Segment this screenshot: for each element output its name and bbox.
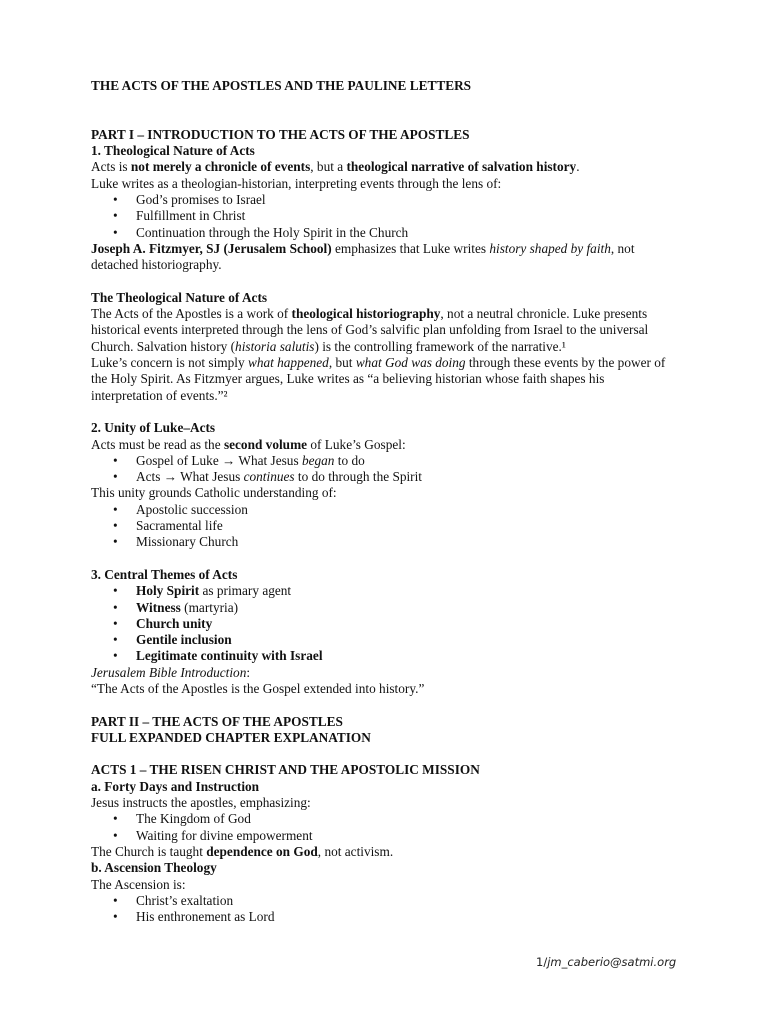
page-number: 1 [536, 955, 544, 969]
subsection-heading-ascension: b. Ascension Theology [91, 860, 217, 876]
bullet-icon: • [113, 632, 118, 648]
italic-text: history shaped by faith [489, 240, 611, 256]
list-item [91, 811, 681, 827]
list-item [91, 208, 681, 224]
list-item [91, 534, 681, 550]
bullet-icon: • [113, 909, 118, 925]
italic-text: what happened [247, 355, 329, 371]
text-run: : [246, 664, 251, 680]
list-item-text: Apostolic succession [136, 501, 248, 517]
bullet-icon: • [113, 615, 118, 631]
list-item-text: Continuation through the Holy Spirit in the Church [136, 224, 409, 240]
text-run: emphasizes that Luke writes [331, 240, 490, 256]
list-item-text: Missionary Church [136, 534, 239, 550]
paragraph [91, 355, 671, 404]
text-run: The Acts of the Apostles is a work of [91, 306, 292, 322]
bold-text: theological narrative of salvation history [346, 159, 577, 175]
paragraph: Jesus instructs the apostles, emphasizing: [91, 795, 311, 811]
list-item [91, 616, 681, 632]
paragraph: This unity grounds Catholic understanding of: [91, 485, 337, 501]
text-run: , but [328, 355, 356, 371]
text-run: ) is the controlling framework of the narrative.¹ [314, 338, 566, 354]
text-run: Luke’s concern is not simply [91, 355, 248, 371]
list-item [91, 583, 681, 599]
bold-text: theological historiography [291, 306, 441, 322]
list-item-text: God’s promises to Israel [136, 192, 266, 208]
paragraph: Luke writes as a theologian-historian, interpreting events through the lens of: [91, 175, 502, 191]
list-item [91, 518, 681, 534]
text-run: Acts must be read as the [91, 436, 224, 452]
list-item [91, 225, 681, 241]
subsection-heading-forty-days: a. Forty Days and Instruction [91, 778, 260, 794]
list-item [91, 632, 681, 648]
italic-text: what God was doing [355, 355, 466, 371]
spacer [91, 551, 681, 567]
text-run: What Jesus [235, 452, 302, 468]
bullet-icon: • [113, 583, 118, 599]
list-item-text: Christ’s exaltation [136, 892, 234, 908]
text-run: (martyria) [180, 599, 239, 615]
text-run: through these events by the power of the Holy Spirit. As Fitzmyer argues, Luke writes as “a believing historian whose faith shapes his interpretation of events.”² [91, 355, 666, 403]
bullet-list [91, 192, 681, 241]
section-heading-central-themes: 3. Central Themes of Acts [91, 566, 238, 582]
bullet-icon: • [113, 648, 118, 664]
text-run: , not a neutral chronicle. Luke presents historical events interpreted through the lens of God’s salvific plan unfolding from Israel to the universal Church. Salvation history ( [91, 306, 649, 354]
part2-heading: PART II – THE ACTS OF THE APOSTLES [91, 713, 343, 729]
arrow-icon: → [222, 452, 236, 468]
italic-text: Jerusalem Bible Introduction [91, 664, 247, 680]
bullet-icon: • [113, 827, 118, 843]
bold-text: second volume [223, 436, 308, 452]
spacer [91, 94, 681, 110]
paragraph: The Ascension is: [91, 876, 186, 892]
page-footer [536, 955, 676, 969]
bullet-list [91, 583, 681, 664]
text-run: The Church is taught [91, 843, 207, 859]
document-title: THE ACTS OF THE APOSTLES AND THE PAULINE LETTERS [91, 78, 472, 93]
list-item-text: Sacramental life [136, 518, 223, 534]
spacer [91, 746, 681, 762]
bold-text: Holy Spirit [136, 583, 200, 599]
footer-separator: / [543, 955, 548, 969]
section-heading-theological-nature-of-acts: The Theological Nature of Acts [91, 289, 268, 305]
italic-text: historia salutis [235, 338, 315, 354]
bullet-icon: • [113, 452, 118, 468]
text-run: to do [334, 452, 365, 468]
quote: “The Acts of the Apostles is the Gospel extended into history.” [91, 680, 425, 696]
bold-text: Joseph A. Fitzmyer, SJ (Jerusalem School) [91, 240, 332, 256]
paragraph [91, 844, 681, 860]
bullet-list [91, 453, 681, 486]
bullet-icon: • [113, 224, 118, 240]
spacer [91, 404, 681, 420]
list-item-text: Waiting for divine empowerment [136, 827, 313, 843]
chapter-heading-acts1: ACTS 1 – THE RISEN CHRIST AND THE APOSTOLIC MISSION [91, 762, 480, 778]
list-item [91, 909, 681, 925]
list-item [91, 648, 681, 664]
bullet-icon: • [113, 599, 118, 615]
part1-heading: PART I – INTRODUCTION TO THE ACTS OF THE APOSTLES [91, 126, 470, 142]
spacer [91, 274, 681, 290]
paragraph [91, 306, 679, 355]
spacer [91, 111, 681, 127]
text-run: , not activism. [317, 843, 394, 859]
section-heading-unity: 2. Unity of Luke–Acts [91, 420, 216, 436]
footer-email: jm_caberio@satmi.org [547, 955, 677, 969]
text-run: Acts [136, 469, 164, 485]
bold-text: Church unity [136, 615, 213, 631]
paragraph [91, 437, 681, 453]
bold-text: Legitimate continuity with Israel [136, 648, 323, 664]
bold-text: Witness [136, 599, 181, 615]
text-run: Gospel of Luke [136, 452, 223, 468]
list-item-text: His enthronement as Lord [136, 909, 275, 925]
spacer [91, 697, 681, 713]
source-citation [91, 665, 681, 681]
document-page [91, 78, 681, 925]
list-item [91, 192, 681, 208]
list-item [91, 453, 681, 469]
bullet-icon: • [113, 469, 118, 485]
list-item [91, 828, 681, 844]
bullet-list [91, 893, 681, 926]
text-run: What Jesus [177, 469, 244, 485]
bullet-icon: • [113, 811, 118, 827]
text-run: . [576, 159, 580, 175]
text-run: to do through the Spirit [294, 469, 423, 485]
italic-text: continues [243, 469, 295, 485]
bullet-list [91, 811, 681, 844]
list-item [91, 469, 681, 485]
paragraph [91, 159, 681, 175]
list-item-text: Fulfillment in Christ [136, 208, 246, 224]
bullet-icon: • [113, 208, 118, 224]
bold-text: dependence on God [206, 843, 318, 859]
italic-text: began [301, 452, 335, 468]
bullet-icon: • [113, 892, 118, 908]
arrow-icon: → [163, 469, 177, 485]
bullet-icon: • [113, 534, 118, 550]
text-run: of Luke’s Gospel: [307, 436, 406, 452]
list-item [91, 893, 681, 909]
bold-text: not merely a chronicle of events [130, 159, 311, 175]
bullet-icon: • [113, 518, 118, 534]
list-item [91, 502, 681, 518]
bullet-icon: • [113, 192, 118, 208]
bullet-icon: • [113, 501, 118, 517]
text-run: as primary agent [199, 583, 292, 599]
bullet-list [91, 502, 681, 551]
section-heading-theological-nature: 1. Theological Nature of Acts [91, 143, 255, 159]
list-item [91, 600, 681, 616]
list-item-text: The Kingdom of God [136, 811, 251, 827]
text-run: , but a [310, 159, 347, 175]
bold-text: Gentile inclusion [136, 632, 232, 648]
text-run: Acts is [91, 159, 131, 175]
part2-subheading: FULL EXPANDED CHAPTER EXPLANATION [91, 729, 371, 745]
paragraph [91, 241, 653, 274]
text-run: , not detached historiography. [91, 240, 635, 273]
